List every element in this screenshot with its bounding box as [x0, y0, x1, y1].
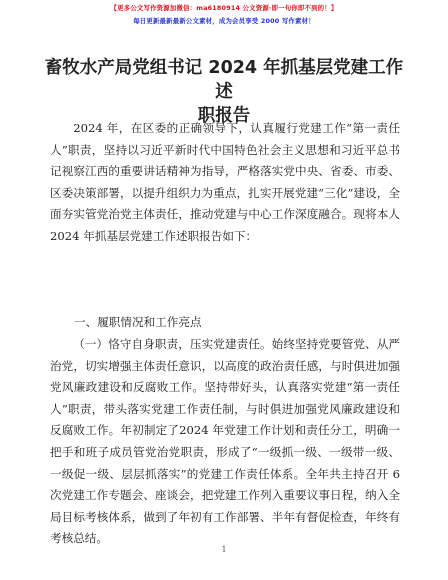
banner-line-1: 【更多公文写作资源加微信：ma6180914 公文资源·即一句你即不到的！】	[110, 4, 338, 12]
section-heading: 一、履职情况和工作亮点	[74, 315, 202, 329]
title-line-2: 职报告	[197, 106, 251, 126]
section-paragraph: （一）恪守自身职责，压实党建责任。始终坚持党要管党、从严治党，切实增强主体责任意识，以高度的政治责任感，与时俱进加强党风廉政建设和反腐败工作。坚持带好头，认真落实党建“第一责任人”职责，带头落实党建工作责任制，与时俱进加强党风廉政建设和反腐败工作。年初制定了2024 年党建工作计划和责任分工，明确一把手和班子成员管党治党职责，形成了“一级抓一级、一级带一级、一级促一级、层层抓落实”的党建工作责任体系。全年共主持召开 6 次党建工作专题会、座谈会，把党建工作列入重要议事日程，纳入全局目标考核体系，做到了年初有工作部署、半年有督促检查，年终有考核总结。	[50, 337, 400, 546]
section-heading-block	[74, 312, 424, 334]
title-line-1: 畜牧水产局党组书记 2024 年抓基层党建工作述	[44, 58, 404, 102]
promo-banner	[0, 0, 448, 34]
intro-section	[50, 118, 400, 248]
intro-paragraph: 2024 年，在区委的正确领导下，认真履行党建工作“第一责任人”职责，坚持以习近平新时代中国特色社会主义思想和习近平总书记视察江西的重要讲话精神为指导，严格落实党中央、省委、市委、区委决策部署，以提升组织力为重点，扎实开展党建“三化”建设，全面夯实管党治党主体责任，推动党建与中心工作深度融合。现将本人 2024 年抓基层党建工作述职报告如下：	[50, 121, 400, 243]
banner-line-2: 每日更新最新最新公文素材，成为会员享受 2000 写作素材！	[133, 17, 315, 25]
section-body	[50, 334, 400, 550]
page-number: 1	[221, 545, 227, 554]
